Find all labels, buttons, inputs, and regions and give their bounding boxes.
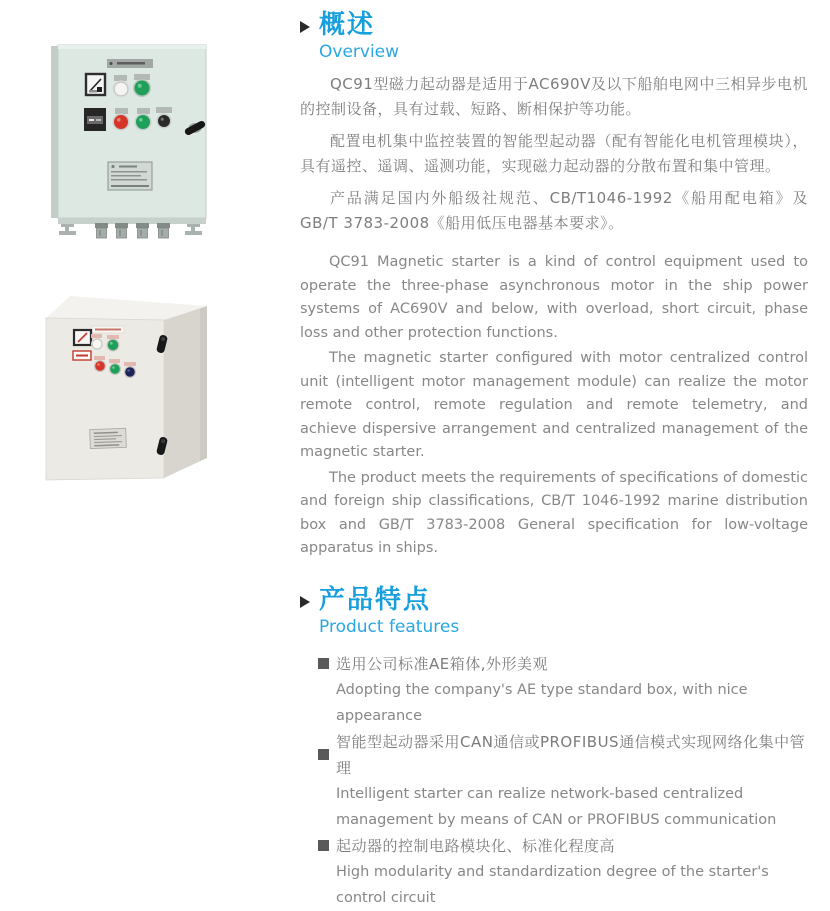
square-bullet-icon [318, 749, 329, 760]
overview-heading-text [319, 10, 399, 62]
cabinet-side-shade [200, 306, 207, 461]
circuit-breaker [84, 108, 106, 131]
feature-text-en: Adopting the company's AE type standard box, with nice appearance [336, 681, 748, 724]
overview-title-zh: 概述 [319, 10, 376, 40]
paragraph-zh: 产品满足国内外船级社规范、CB/T1046-1992《船用配电箱》及GB/T 3783-2008《船用低压电器基本要求》。 [300, 189, 808, 232]
paragraph-en: The magnetic starter configured with motor centralized control unit (intelligent motor management module) can realize the motor remote control, remote regulation and remote telemetry, and achieve dispersive arrangement and centralized management of the magnetic starter. [300, 350, 808, 460]
red-framed-label [73, 351, 91, 360]
stop-red-button [113, 114, 130, 131]
cabinet-top-highlight [58, 45, 206, 49]
panel-meter [74, 330, 91, 345]
feature-zh-row [318, 651, 808, 677]
white-indicator-button [91, 338, 103, 350]
button-label-plate [137, 108, 150, 114]
top-nameplate-strip [92, 326, 124, 333]
cabinet-bottom-flange [58, 218, 206, 224]
cabinet-front-panel [58, 45, 206, 218]
cable-glands [95, 223, 170, 238]
product-photo-perspective-view [40, 288, 212, 488]
features-list [300, 651, 808, 911]
button-label-plate [94, 356, 105, 360]
feature-text-zh: 起动器的控制电路模块化、标准化程度高 [336, 836, 616, 855]
button-label-plate [107, 335, 119, 339]
green-indicator-button [107, 339, 120, 352]
feature-text-en: Intelligent starter can realize network-based centralized management by means of CAN or PROFIBUS communication [336, 785, 777, 828]
paragraph-zh: QC91型磁力起动器是适用于AC690V及以下船舶电网中三相异步电机的控制设备，具有过载、短路、断相保护等功能。 [300, 75, 808, 118]
overview-paragraphs-zh [300, 72, 808, 236]
top-nameplate-strip [107, 59, 153, 68]
overview-section-header [300, 10, 808, 62]
overview-title-en: Overview [319, 42, 400, 62]
reset-black-button [157, 114, 172, 129]
button-label-plate [124, 362, 136, 366]
run-indicator-green-button [133, 79, 151, 97]
feature-zh-row [318, 729, 808, 781]
square-bullet-icon [318, 658, 329, 669]
feature-text-zh: 选用公司标准AE箱体,外形美观 [336, 654, 549, 673]
button-label-plate [109, 359, 120, 363]
features-section-header [300, 585, 808, 637]
button-label-plate [114, 75, 127, 81]
navy-button [124, 366, 136, 378]
product-photo-front-view [45, 40, 217, 245]
feature-text-zh: 智能型起动器采用CAN通信或PROFIBUS通信模式实现网络化集中管理 [336, 732, 806, 777]
start-green-button [135, 114, 152, 131]
features-heading-text [319, 585, 459, 637]
ammeter-gauge [86, 74, 105, 95]
green-button [109, 363, 121, 375]
stop-indicator-white-button [113, 81, 130, 98]
red-button [94, 360, 106, 372]
button-label-plate [115, 108, 128, 114]
content-column [300, 10, 808, 911]
paragraph-zh: 配置电机集中监控装置的智能型起动器（配有智能化电机管理模块），具有遥控、遥调、遥测功能，实现磁力起动器的分散布置和集中管理。 [300, 132, 808, 175]
mounting-foot-right [185, 224, 202, 235]
feature-item [300, 651, 808, 729]
mounting-foot-left [59, 224, 76, 235]
triangle-right-icon [300, 596, 310, 608]
rating-nameplate [90, 428, 127, 448]
overview-paragraphs-en [300, 251, 808, 561]
feature-item [300, 729, 808, 833]
paragraph-en: The product meets the requirements of specifications of domestic and foreign ship classifications, CB/T 1046-1992 marine distribution box and GB/T 3783-2008 General specification for low-voltage apparatus in ships. [300, 469, 808, 556]
square-bullet-icon [318, 840, 329, 851]
feature-zh-row [318, 833, 808, 859]
button-label-plate [91, 334, 102, 338]
paragraph-en: QC91 Magnetic starter is a kind of control equipment used to operate the three-phase asynchronous motor in the ship power systems of AC690V and below, with overload, short circuit, phase loss and other protection functions. [300, 254, 808, 341]
triangle-right-icon [300, 21, 310, 33]
feature-item [300, 833, 808, 911]
button-label-plate [156, 107, 172, 113]
features-title-en: Product features [319, 616, 460, 637]
feature-text-en: High modularity and standardization degree of the starter's control circuit [336, 863, 769, 906]
rating-nameplate [108, 162, 152, 190]
features-title-zh: 产品特点 [319, 584, 432, 615]
cabinet-front-door [46, 318, 164, 480]
